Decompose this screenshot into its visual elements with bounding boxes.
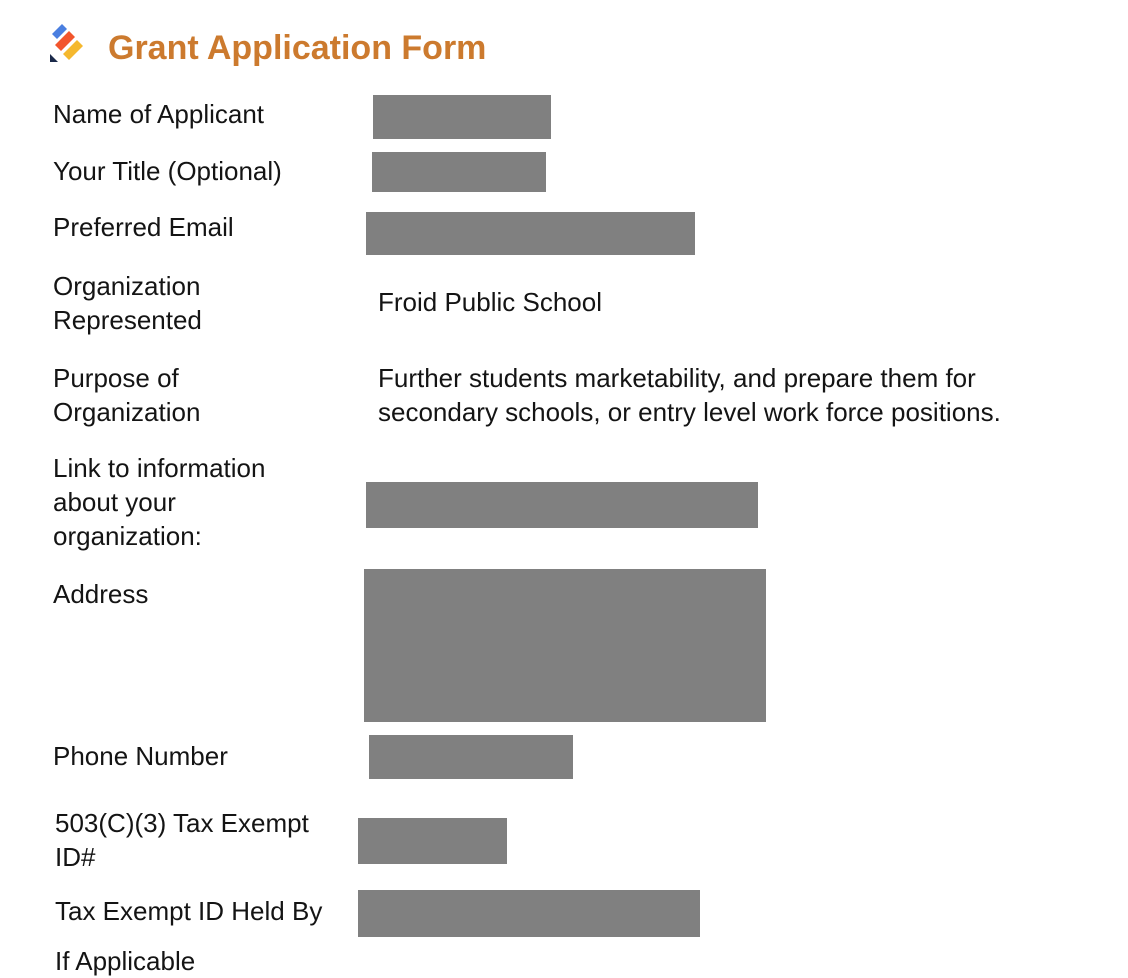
email-field[interactable] <box>366 212 695 255</box>
tax-held-by-field[interactable] <box>358 890 700 937</box>
tax-id-field[interactable] <box>358 818 507 864</box>
organization-value: Froid Public School <box>378 287 602 317</box>
form-title: Grant Application Form <box>108 29 487 67</box>
purpose-value <box>378 361 1001 429</box>
link-field[interactable] <box>366 482 758 528</box>
address-field[interactable] <box>364 569 766 722</box>
link-label-line2: about your <box>53 487 176 517</box>
organization-label-line2: Represented <box>53 305 202 335</box>
applicant-name-field[interactable] <box>373 95 551 139</box>
applicant-name-label: Name of Applicant <box>53 99 265 129</box>
title-field[interactable] <box>372 152 546 192</box>
title-label: Your Title (Optional) <box>53 156 282 186</box>
link-label <box>53 451 265 553</box>
purpose-label-line2: Organization <box>53 397 201 427</box>
organization-label <box>53 269 202 337</box>
link-label-line1: Link to information <box>53 453 266 483</box>
email-label: Preferred Email <box>53 212 234 242</box>
tax-id-label-line2: ID# <box>55 842 96 872</box>
purpose-label <box>53 361 200 429</box>
link-label-line3: organization: <box>53 521 202 551</box>
address-label: Address <box>53 579 149 609</box>
purpose-value-line1: Further students marketability, and prepare them for <box>378 363 976 393</box>
app-logo-icon <box>50 24 86 64</box>
organization-label-line1: Organization <box>53 271 201 301</box>
phone-field[interactable] <box>369 735 573 779</box>
tax-held-by-label: Tax Exempt ID Held By <box>55 896 323 926</box>
tax-id-label <box>55 806 309 874</box>
purpose-value-line2: secondary schools, or entry level work force positions. <box>378 397 1001 427</box>
phone-label: Phone Number <box>53 741 228 771</box>
tax-id-label-line1: 503(C)(3) Tax Exempt <box>55 808 309 838</box>
if-applicable-label: If Applicable <box>55 946 196 976</box>
purpose-label-line1: Purpose of <box>53 363 179 393</box>
